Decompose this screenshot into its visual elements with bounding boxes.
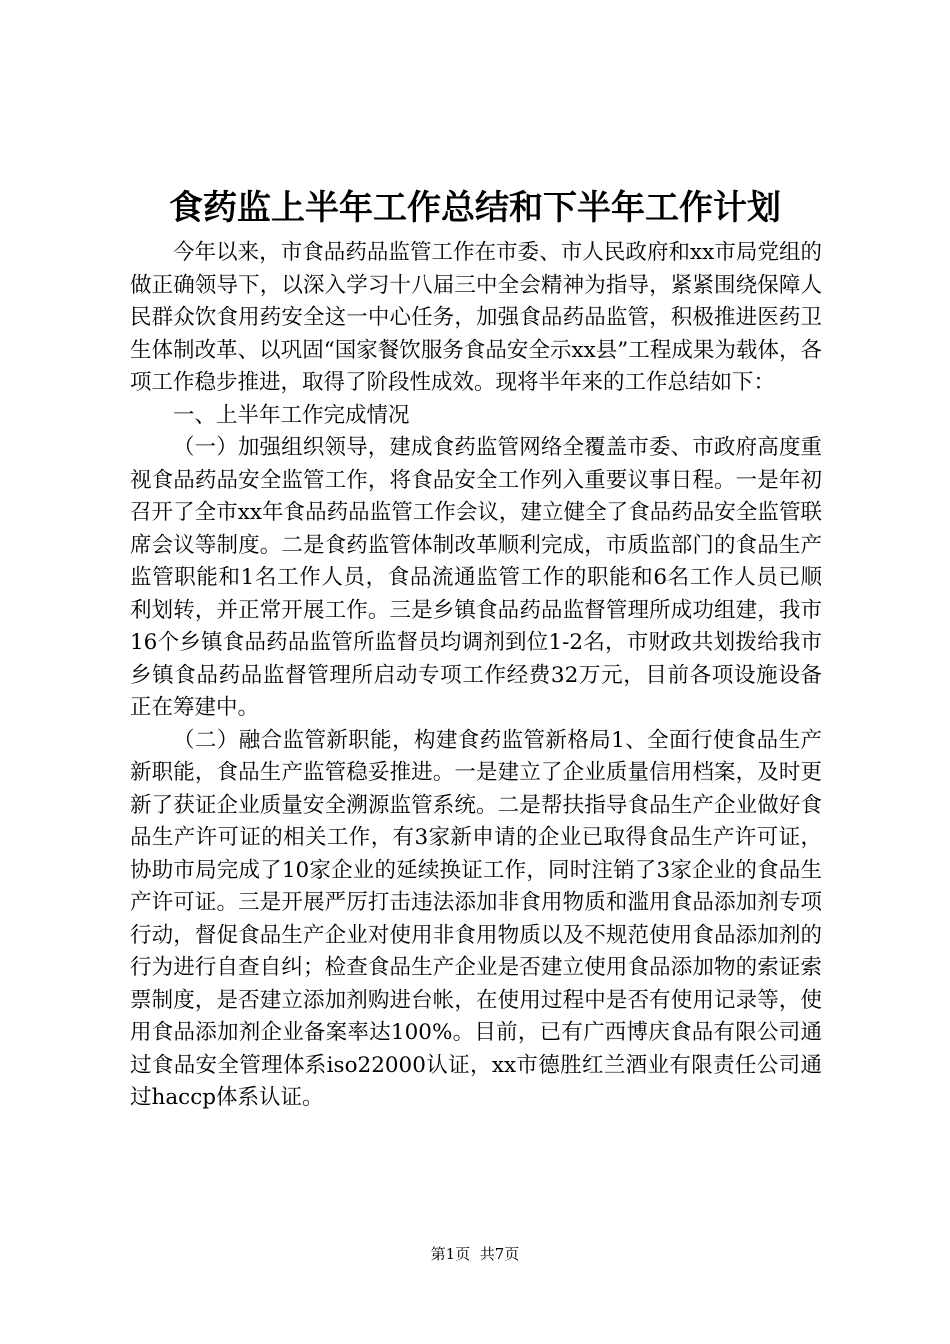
- section-heading: 一、上半年工作完成情况: [173, 402, 410, 428]
- document-title: 食药监上半年工作总结和下半年工作计划: [169, 188, 781, 228]
- document-body: [130, 237, 822, 1115]
- page-number-current: 第1页: [430, 1245, 471, 1263]
- page-footer: [0, 1244, 950, 1264]
- section-paragraph-2: （二）融合监管新职能，构建食药监管新格局1、全面行使食品生产新职能，食品生产监管稳妥推进。一是建立了企业质量信用档案，及时更新了获证企业质量安全溯源监管系统。二是帮扶指导食品生产企业做好食品生产许可证的相关工作，有3家新申请的企业已取得食品生产许可证，协助市局完成了10家企业的延续换证工作，同时注销了3家企业的食品生产许可证。三是开展严厉打击违法添加非食用物质和滥用食品添加剂专项行动，督促食品生产企业对使用非食用物质以及不规范使用食品添加剂的行为进行自查自纠；检查食品生产企业是否建立使用食品添加物的索证索票制度，是否建立添加剂购进台帐，在使用过程中是否有使用记录等，使用食品添加剂企业备案率达100%。目前，已有广西博庆食品有限公司通过食品安全管理体系iso22000认证，xx市德胜红兰酒业有限责任公司通过haccp体系认证。: [130, 727, 822, 1110]
- page-number-total: 共7页: [479, 1245, 520, 1263]
- section-paragraph-1: （一）加强组织领导，建成食药监管网络全覆盖市委、市政府高度重视食品药品安全监管工作，将食品安全工作列入重要议事日程。一是年初召开了全市xx年食品药品监管工作会议，建立健全了食品药品安全监管联席会议等制度。二是食药监管体制改革顺利完成，市质监部门的食品生产监管职能和1名工作人员，食品流通监管工作的职能和6名工作人员已顺利划转，并正常开展工作。三是乡镇食品药品监督管理所成功组建，我市16个乡镇食品药品监管所监督员均调剂到位1-2名，市财政共划拨给我市乡镇食品药品监督管理所启动专项工作经费32万元，目前各项设施设备正在筹建中。: [130, 435, 822, 720]
- intro-paragraph: 今年以来，市食品药品监管工作在市委、市人民政府和xx市局党组的做正确领导下，以深入学习十八届三中全会精神为指导，紧紧围绕保障人民群众饮食用药安全这一中心任务，加强食品药品监管，积极推进医药卫生体制改革、以巩固“国家餐饮服务食品安全示xx县”工程成果为载体，各项工作稳步推进，取得了阶段性成效。现将半年来的工作总结如下：: [130, 240, 822, 395]
